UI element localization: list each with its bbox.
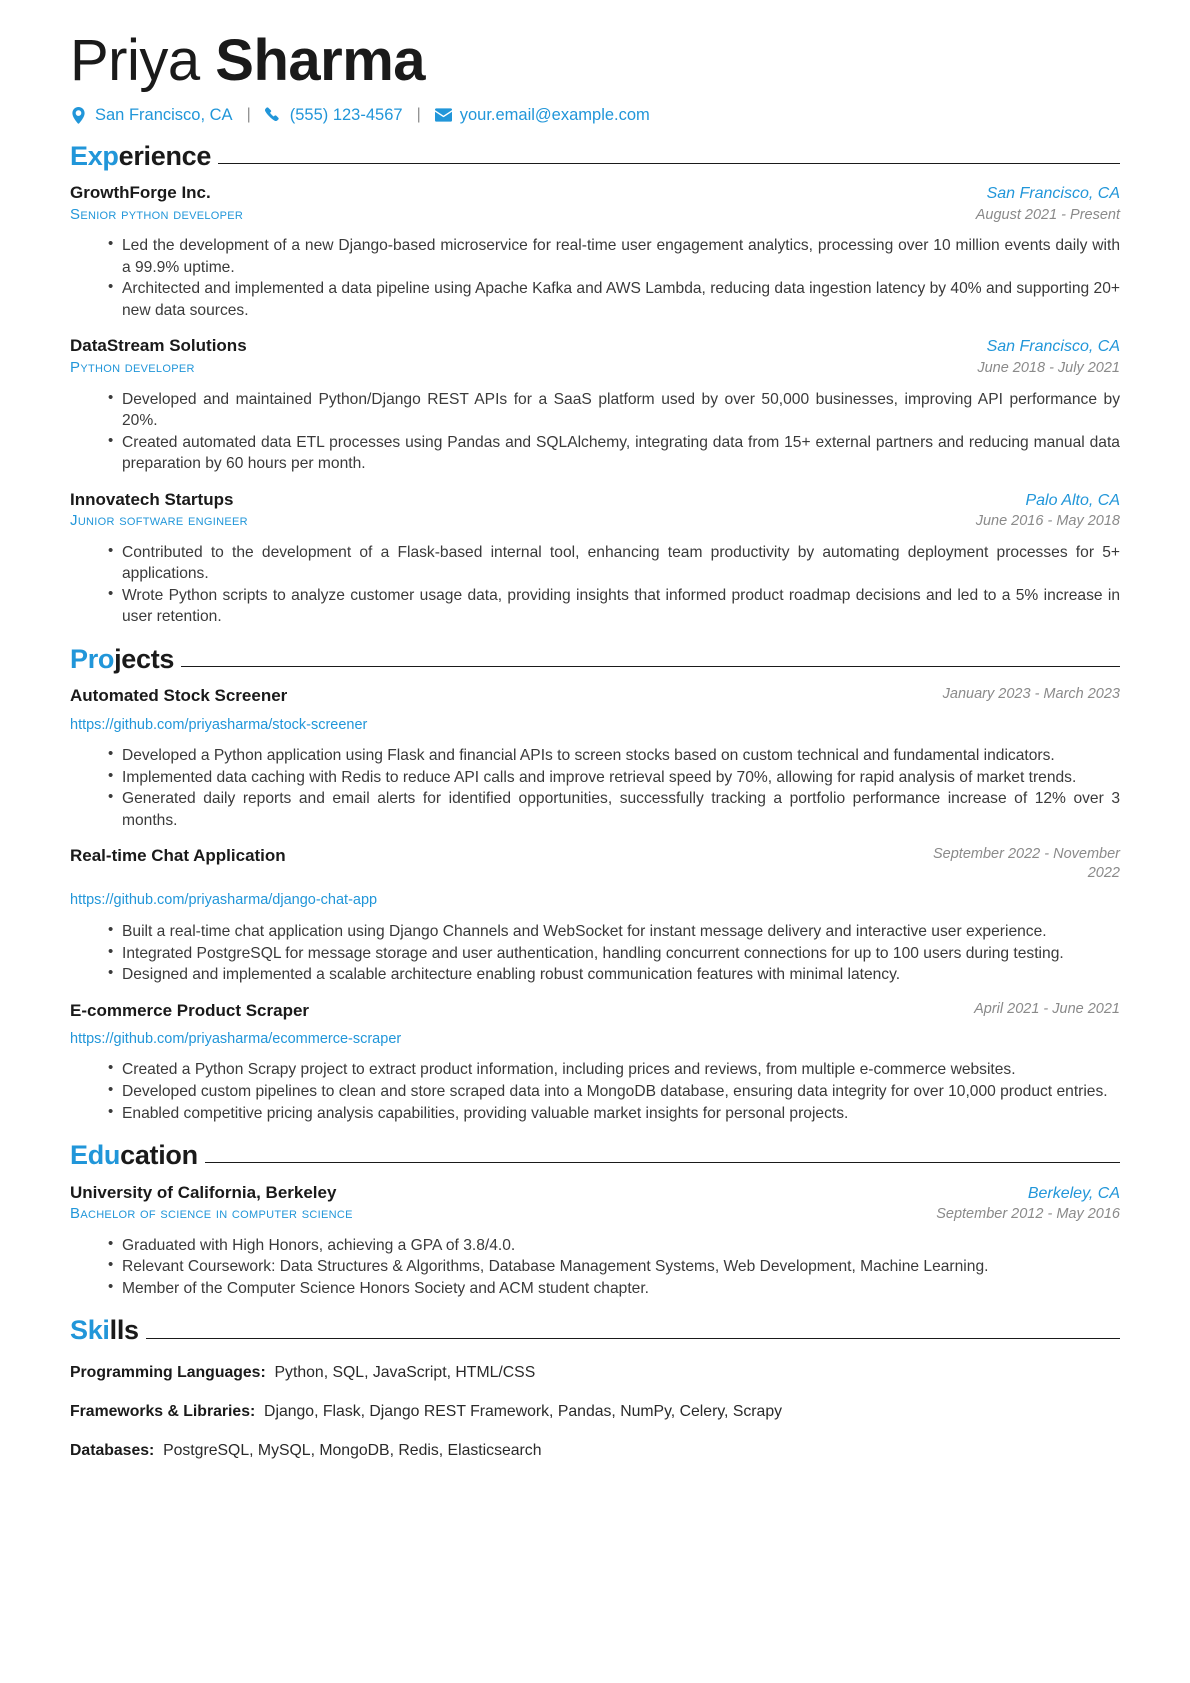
- section-divider: [181, 666, 1120, 667]
- employment-dates: June 2016 - May 2018: [975, 512, 1120, 529]
- contact-phone: [265, 106, 403, 125]
- entry-subheader-row: [70, 512, 1120, 531]
- school-name: University of California, Berkeley: [70, 1182, 337, 1202]
- section-title-text: [70, 645, 174, 675]
- project-entry: [70, 845, 1120, 985]
- project-link[interactable]: https://github.com/priyasharma/ecommerce-scraper: [70, 1030, 402, 1047]
- envelope-icon: [435, 107, 452, 124]
- project-bullet-list: [70, 1059, 1120, 1124]
- section-title-highlight: Exp: [70, 140, 119, 171]
- list-item: • Enabled competitive pricing analysis capabilities, providing valuable market insights for personal projects.: [108, 1103, 1120, 1125]
- skill-row: [70, 1440, 1120, 1462]
- page-title: [70, 30, 1120, 93]
- project-title: Real-time Chat Application: [70, 846, 286, 866]
- list-item: • Architected and implemented a data pipeline using Apache Kafka and AWS Lambda, reducing data ingestion latency by 40% and supporting 20+ new data sources.: [108, 278, 1120, 321]
- list-item: • Generated daily reports and email alerts for identified opportunities, successfully tracking a portfolio performance increase of 12% over 3 months.: [108, 788, 1120, 831]
- list-item: • Created automated data ETL processes using Pandas and SQLAlchemy, integrating data from 15+ external partners and reducing manual data preparation by 60 hours per month.: [108, 432, 1120, 475]
- employer-name: GrowthForge Inc.: [70, 183, 211, 203]
- list-item: • Developed and maintained Python/Django REST APIs for a SaaS platform used by over 50,000 businesses, improving API performance by 20%.: [108, 389, 1120, 432]
- section-divider: [218, 163, 1120, 164]
- skill-values: Django, Flask, Django REST Framework, Pandas, NumPy, Celery, Scrapy: [264, 1403, 783, 1421]
- skills-list: [70, 1362, 1120, 1462]
- education-bullet-list: [70, 1235, 1120, 1300]
- entry-header-row: [70, 489, 1120, 510]
- employer-name: Innovatech Startups: [70, 489, 234, 509]
- section-heading-skills: [70, 1316, 1120, 1346]
- section-title-text: [70, 1141, 198, 1171]
- job-title: Junior software engineer: [70, 511, 248, 529]
- project-entry: [70, 685, 1120, 831]
- first-name: Priya: [70, 28, 200, 93]
- school-location: Berkeley, CA: [1027, 1184, 1120, 1202]
- last-name: Sharma: [215, 28, 426, 93]
- experience-bullet-list: [70, 389, 1120, 475]
- skill-row: [70, 1401, 1120, 1423]
- section-divider: [146, 1338, 1120, 1339]
- section-heading-experience: [70, 142, 1120, 172]
- entry-header-row: [70, 182, 1120, 203]
- employment-dates: August 2021 - Present: [975, 206, 1120, 223]
- section-title-text: [70, 1316, 139, 1346]
- contact-phone-text[interactable]: (555) 123-4567: [289, 105, 403, 124]
- project-title: E-commerce Product Scraper: [70, 1000, 310, 1020]
- list-item: • Created a Python Scrapy project to extract product information, including prices and reviews, from multiple e-commerce websites.: [108, 1059, 1120, 1081]
- experience-entry: [70, 335, 1120, 474]
- project-header-row: [70, 685, 1120, 707]
- employer-location: Palo Alto, CA: [1025, 491, 1120, 509]
- list-item: • Relevant Coursework: Data Structures & Algorithms, Database Management Systems, Web Development, Machine Learning.: [108, 1256, 1120, 1278]
- project-dates: April 2021 - June 2021: [974, 1000, 1120, 1017]
- list-item: • Integrated PostgreSQL for message storage and user authentication, handling concurrent connections for up to 100 users during testing.: [108, 943, 1120, 965]
- job-title: Python developer: [70, 358, 195, 376]
- entry-header-row: [70, 335, 1120, 356]
- list-item: • Led the development of a new Django-based microservice for real-time user engagement analytics, processing over 10 million events daily with a 99.9% uptime.: [108, 235, 1120, 278]
- entry-header-row: [70, 1182, 1120, 1203]
- project-bullet-list: [70, 921, 1120, 986]
- entry-subheader-row: [70, 359, 1120, 378]
- section-skills: [70, 1316, 1120, 1462]
- contact-email-text[interactable]: your.email@example.com: [459, 105, 650, 124]
- experience-entry: [70, 489, 1120, 628]
- map-pin-icon: [70, 107, 87, 124]
- contact-location-text: San Francisco, CA: [95, 105, 233, 124]
- section-heading-education: [70, 1141, 1120, 1171]
- skill-category: Databases:: [70, 1442, 155, 1460]
- employment-dates: June 2018 - July 2021: [977, 359, 1120, 376]
- entry-subheader-row: [70, 206, 1120, 225]
- project-dates: September 2022 - November 2022: [933, 846, 1120, 882]
- section-title-text: [70, 142, 211, 172]
- section-title-rest: cation: [120, 1140, 198, 1171]
- list-item: • Built a real-time chat application using Django Channels and WebSocket for instant message delivery and interactive user experience.: [108, 921, 1120, 943]
- employer-location: San Francisco, CA: [986, 185, 1120, 203]
- project-dates: January 2023 - March 2023: [942, 686, 1120, 703]
- contact-location: [70, 106, 233, 125]
- contact-separator-1: |: [246, 106, 251, 124]
- project-link[interactable]: https://github.com/priyasharma/stock-screener: [70, 716, 368, 733]
- education-dates: September 2012 - May 2016: [936, 1205, 1120, 1222]
- section-experience: [70, 142, 1120, 628]
- degree-title: Bachelor of science in computer science: [70, 1204, 353, 1222]
- project-entry: [70, 1000, 1120, 1124]
- project-title: Automated Stock Screener: [70, 686, 288, 706]
- job-title: Senior python developer: [70, 205, 244, 223]
- section-title-highlight: Edu: [70, 1140, 121, 1171]
- section-divider: [205, 1162, 1120, 1163]
- list-item: • Designed and implemented a scalable architecture enabling robust communication features with minimal latency.: [108, 964, 1120, 986]
- employer-location: San Francisco, CA: [986, 338, 1120, 356]
- project-header-row: [70, 1000, 1120, 1022]
- experience-entry: [70, 182, 1120, 321]
- employer-name: DataStream Solutions: [70, 336, 247, 356]
- skill-values: Python, SQL, JavaScript, HTML/CSS: [274, 1364, 536, 1382]
- list-item: • Developed custom pipelines to clean and store scraped data into a MongoDB database, ensuring data integrity for over 10,000 product entries.: [108, 1081, 1120, 1103]
- section-title-rest: jects: [114, 643, 175, 674]
- project-link[interactable]: https://github.com/priyasharma/django-chat-app: [70, 892, 378, 909]
- experience-bullet-list: [70, 542, 1120, 628]
- skill-category: Frameworks & Libraries:: [70, 1403, 256, 1421]
- project-bullet-list: [70, 745, 1120, 831]
- contact-email: [435, 106, 650, 125]
- resume-header: [70, 30, 1120, 125]
- section-title-highlight: Pro: [70, 643, 115, 674]
- contact-row: [70, 106, 1120, 125]
- skill-row: [70, 1362, 1120, 1384]
- list-item: • Wrote Python scripts to analyze customer usage data, providing insights that informed product roadmap decisions and led to a 5% increase in user retention.: [108, 585, 1120, 628]
- phone-icon: [265, 107, 282, 124]
- contact-separator-2: |: [416, 106, 421, 124]
- section-education: [70, 1141, 1120, 1299]
- education-entry: [70, 1182, 1120, 1300]
- list-item: • Member of the Computer Science Honors Society and ACM student chapter.: [108, 1278, 1120, 1300]
- section-projects: [70, 645, 1120, 1124]
- list-item: • Implemented data caching with Redis to reduce API calls and improve retrieval speed by 70%, allowing for rapid analysis of market trends.: [108, 767, 1120, 789]
- skill-category: Programming Languages:: [70, 1364, 266, 1382]
- list-item: • Graduated with High Honors, achieving a GPA of 3.8/4.0.: [108, 1235, 1120, 1257]
- section-title-rest: lls: [109, 1315, 139, 1346]
- section-title-highlight: Ski: [70, 1315, 110, 1346]
- list-item: • Developed a Python application using Flask and financial APIs to screen stocks based on custom technical and fundamental indicators.: [108, 745, 1120, 767]
- entry-subheader-row: [70, 1205, 1120, 1224]
- section-title-rest: erience: [118, 140, 212, 171]
- section-heading-projects: [70, 645, 1120, 675]
- skill-values: PostgreSQL, MySQL, MongoDB, Redis, Elasticsearch: [163, 1442, 542, 1460]
- experience-bullet-list: [70, 235, 1120, 321]
- project-header-row: [70, 845, 1120, 883]
- list-item: • Contributed to the development of a Flask-based internal tool, enhancing team productivity by automating deployment processes for 5+ applications.: [108, 542, 1120, 585]
